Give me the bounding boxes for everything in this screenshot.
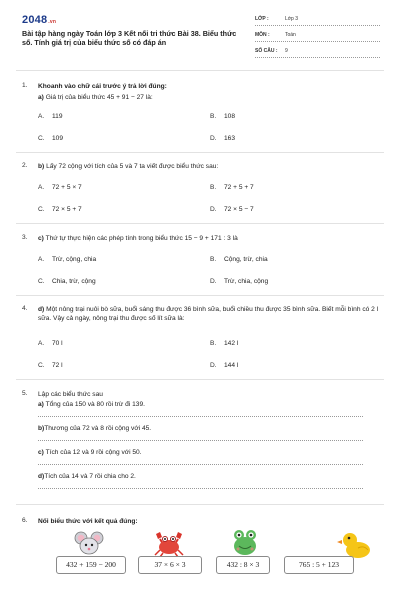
mouse-icon — [74, 530, 104, 558]
option-letter: A. — [38, 184, 45, 191]
option-b[interactable] — [210, 184, 254, 191]
option-d[interactable] — [210, 362, 238, 369]
expression-card[interactable]: 765 : 5 + 123 — [284, 556, 354, 574]
sub-item-b — [38, 424, 383, 433]
option-letter: D. — [210, 206, 217, 213]
instruction-text: Khoanh vào chữ cái trước ý trả lời đúng: — [38, 83, 167, 90]
option-text: 72 + 5 + 7 — [224, 184, 254, 191]
expression-card[interactable]: 37 × 6 × 3 — [138, 556, 202, 574]
answer-line-b[interactable] — [38, 440, 363, 441]
expression-card[interactable]: 432 : 8 × 3 — [216, 556, 270, 574]
option-text: 109 — [52, 135, 64, 142]
option-text: 119 — [52, 113, 63, 120]
divider — [16, 295, 384, 296]
option-text: 72 l — [52, 362, 63, 369]
option-letter: A. — [38, 113, 45, 120]
option-letter: A. — [38, 340, 45, 347]
divider — [16, 504, 384, 505]
question-instruction — [38, 82, 383, 91]
option-d[interactable] — [210, 278, 268, 285]
question-text: Lập các biểu thức sau — [38, 391, 103, 398]
sub-item-c — [38, 448, 383, 457]
sub-item-a — [38, 400, 383, 409]
option-letter: B. — [210, 340, 217, 347]
option-text: 72 × 5 + 7 — [52, 206, 82, 213]
item-text: Tích của 12 và 9 rồi cộng với 50. — [45, 449, 142, 456]
question-text — [38, 234, 383, 243]
option-letter: B. — [210, 256, 217, 263]
question-prefix: b) — [38, 163, 45, 170]
worksheet-meta — [255, 14, 380, 62]
question-number: 1. — [22, 82, 28, 89]
option-letter: C. — [38, 135, 45, 142]
question-number: 2. — [22, 162, 28, 169]
question-number: 5. — [22, 390, 28, 397]
option-text: Trừ, chia, cộng — [224, 278, 269, 285]
option-text: 72 + 5 × 7 — [52, 184, 82, 191]
option-text: 144 l — [224, 362, 239, 369]
meta-label: SỐ CÂU : — [255, 48, 278, 54]
answer-line-d[interactable] — [38, 488, 363, 489]
meta-class-row — [255, 14, 380, 26]
option-b[interactable] — [210, 256, 268, 263]
question-text: Nối biểu thức với kết quả đúng: — [38, 518, 138, 525]
option-c[interactable] — [38, 135, 63, 142]
option-a[interactable] — [38, 256, 96, 263]
item-prefix: c) — [38, 449, 44, 456]
meta-value: Toán — [285, 32, 296, 38]
question-number: 3. — [22, 234, 28, 241]
meta-value: Lớp 3 — [285, 16, 299, 22]
question-body: Giá trị của biểu thức 45 + 91 − 27 là: — [45, 94, 153, 101]
option-letter: C. — [38, 206, 45, 213]
question-number: 4. — [22, 305, 28, 312]
frog-icon — [230, 528, 260, 558]
option-text: 163 — [224, 135, 236, 142]
question-prefix: c) — [38, 235, 44, 242]
item-text: Thương của 72 và 8 rồi cộng với 45. — [44, 425, 152, 432]
item-prefix: b) — [38, 425, 45, 432]
option-text: Cộng, trừ, chia — [224, 256, 268, 263]
option-text: Chia, trừ, cộng — [52, 278, 96, 285]
option-d[interactable] — [210, 135, 235, 142]
meta-value: 9 — [285, 48, 288, 54]
option-text: 70 l — [52, 340, 63, 347]
option-b[interactable] — [210, 113, 235, 120]
option-letter: C. — [38, 362, 45, 369]
sub-item-d — [38, 472, 383, 481]
question-body: Một nông trại nuôi bò sữa, buổi sáng thu được 36 bình sữa, buổi chiều thu được 35 bình sữa. Biết mỗi bình có 2 l sữa. Vậy cả ngày, nông trại thu được số lít sữa là: — [38, 306, 379, 322]
option-b[interactable] — [210, 340, 238, 347]
option-text: 108 — [224, 113, 236, 120]
logo-suffix: .vn — [48, 19, 57, 25]
option-letter: D. — [210, 362, 217, 369]
divider — [16, 70, 384, 71]
option-a[interactable] — [38, 184, 82, 191]
option-letter: A. — [38, 256, 45, 263]
meta-label: LỚP : — [255, 16, 269, 22]
meta-count-row — [255, 46, 380, 58]
divider — [16, 379, 384, 380]
option-c[interactable] — [38, 206, 82, 213]
item-text: Tích của 14 và 7 rồi chia cho 2. — [44, 473, 136, 480]
option-a[interactable] — [38, 340, 63, 347]
option-text: Trừ, cộng, chia — [52, 256, 97, 263]
crab-icon — [152, 530, 186, 558]
option-text: 72 × 5 − 7 — [224, 206, 254, 213]
question-number: 6. — [22, 517, 28, 524]
option-a[interactable] — [38, 113, 63, 120]
logo-text: 2048 — [22, 14, 48, 26]
meta-label: MÔN : — [255, 32, 270, 38]
answer-line-c[interactable] — [38, 464, 363, 465]
question-text — [38, 162, 383, 171]
option-d[interactable] — [210, 206, 254, 213]
option-letter: D. — [210, 135, 217, 142]
question-body: Thứ tự thực hiện các phép tính trong biểu thức 15 − 9 + 171 : 3 là — [45, 235, 238, 242]
answer-line-a[interactable] — [38, 416, 363, 417]
expression-card[interactable]: 432 + 159 − 200 — [56, 556, 126, 574]
question-prefix: d) — [38, 306, 45, 313]
meta-subject-row — [255, 30, 380, 42]
item-prefix: d) — [38, 473, 45, 480]
option-text: 142 l — [224, 340, 239, 347]
option-c[interactable] — [38, 278, 96, 285]
option-letter: B. — [210, 113, 217, 120]
divider — [16, 223, 384, 224]
question-text — [38, 93, 383, 102]
site-logo[interactable] — [22, 14, 56, 26]
question-body: Lấy 72 cộng với tích của 5 và 7 ta viết được biểu thức sau: — [46, 163, 219, 170]
question-prefix: a) — [38, 94, 44, 101]
item-text: Tổng của 150 và 80 rồi trừ đi 139. — [45, 401, 145, 408]
divider — [16, 152, 384, 153]
item-prefix: a) — [38, 401, 44, 408]
document-title: Bài tập hàng ngày Toán lớp 3 Kết nối tri thức Bài 38. Biểu thức số. Tính giá trị của biểu thức số có đáp án — [22, 29, 237, 47]
option-letter: C. — [38, 278, 45, 285]
option-letter: D. — [210, 278, 217, 285]
question-text — [38, 305, 383, 323]
option-letter: B. — [210, 184, 217, 191]
option-c[interactable] — [38, 362, 63, 369]
